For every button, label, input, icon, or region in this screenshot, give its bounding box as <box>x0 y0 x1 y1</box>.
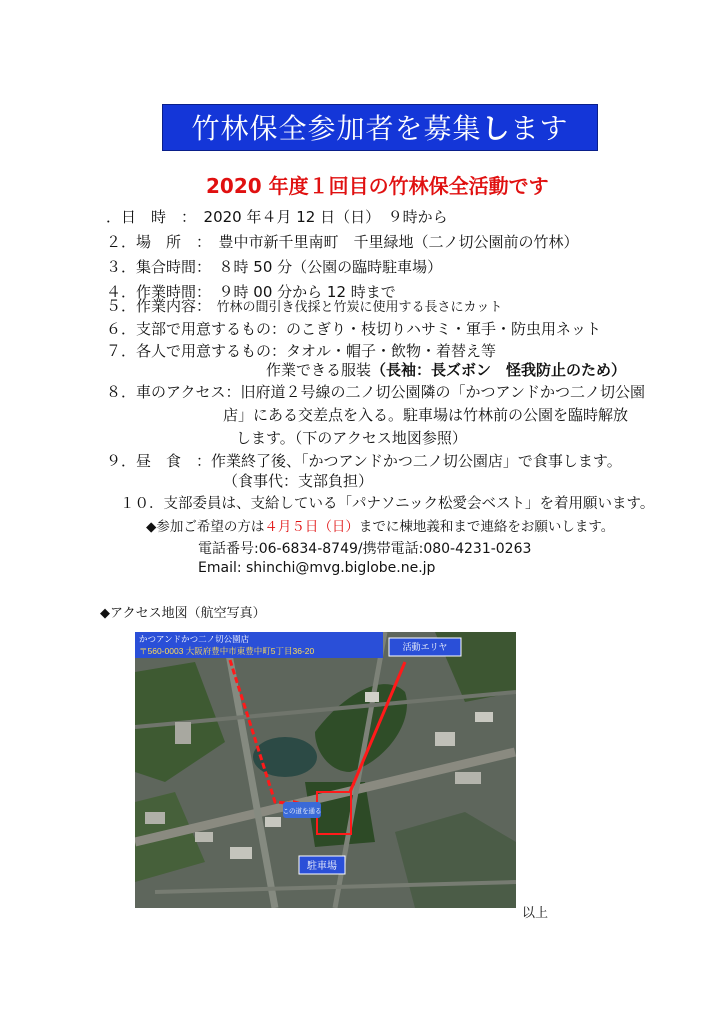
shop-address: 〒560-0003 大阪府豊中市東豊中町5丁目36-20 <box>139 646 315 656</box>
subtitle: 2020 年度１回目の竹林保全活動です <box>206 174 549 198</box>
item9-line2: （食事代：支部負担） <box>223 472 374 490</box>
item7-line2: 作業できる服装（長袖：長ズボン 怪我防止のため） <box>266 361 627 379</box>
item9-line1: ９．昼 食 ：作業終了後、「かつアンドかつ二ノ切公園店」で食事します。 <box>106 452 622 470</box>
title-main: 竹林保全参加者を募集 <box>191 112 482 145</box>
item-meeting-time: ３．集合時間： ８時 50 分（公園の臨時駐車場） <box>106 258 443 276</box>
item8-line3: します。（下のアクセス地図参照） <box>236 429 467 447</box>
area-label: 活動エリヤ <box>402 642 448 652</box>
item-personal-prepare: ７．各人で用意するもの：タオル・帽子・飲物・着替え等 <box>106 342 497 360</box>
item-work-content: ５．作業内容： 竹林の間引き伐採と竹炭に使用する長さにカット <box>106 297 503 315</box>
access-map <box>135 632 516 908</box>
title-bold: し <box>481 112 511 145</box>
item8-line2: 店」にある交差点を入る。駐車場は竹林前の公園を臨時解放 <box>223 406 629 424</box>
item-branch-prepare: ６．支部で用意するもの：のこぎり・枝切りハサミ・軍手・防虫用ネット <box>106 320 602 338</box>
item10: １０．支部委員は、支給している「パナソニック松愛会ベスト」を着用願います。 <box>120 496 655 512</box>
item-place: ２．場 所 ： 豊中市新千里南町 千里緑地（二ノ切公園前の竹林） <box>106 233 579 251</box>
title-banner <box>162 104 598 151</box>
parking-label: 駐車場 <box>307 861 337 872</box>
item-work-time: ４．作業時間： ９時 00 分から 12 時まで <box>106 283 396 301</box>
shop-name: かつアンドかつ二ノ切公園店 <box>139 634 250 644</box>
notice: ◆参加ご希望の方は４月５日（日）までに棟地義和まで連絡をお願いします。 <box>146 519 615 535</box>
title-end: ます <box>510 112 569 145</box>
turn-label: この道を通る <box>282 808 322 815</box>
item8-line1: ８．車のアクセス：旧府道２号線の二ノ切公園隣の「かつアンドかつ二ノ切公園 <box>106 383 645 401</box>
aerial-photo <box>135 632 516 908</box>
item-date: ．日 時 ： 2020 年４月 12 日（日） ９時から <box>106 208 448 226</box>
closing-text: 以上 <box>522 906 549 921</box>
email-address: Email: shinchi@mvg.biglobe.ne.jp <box>198 560 436 576</box>
map-heading: ◆アクセス地図（航空写真） <box>100 606 266 621</box>
phone-number: 電話番号:06-6834-8749/携帯電話:080-4231-0263 <box>198 541 532 557</box>
